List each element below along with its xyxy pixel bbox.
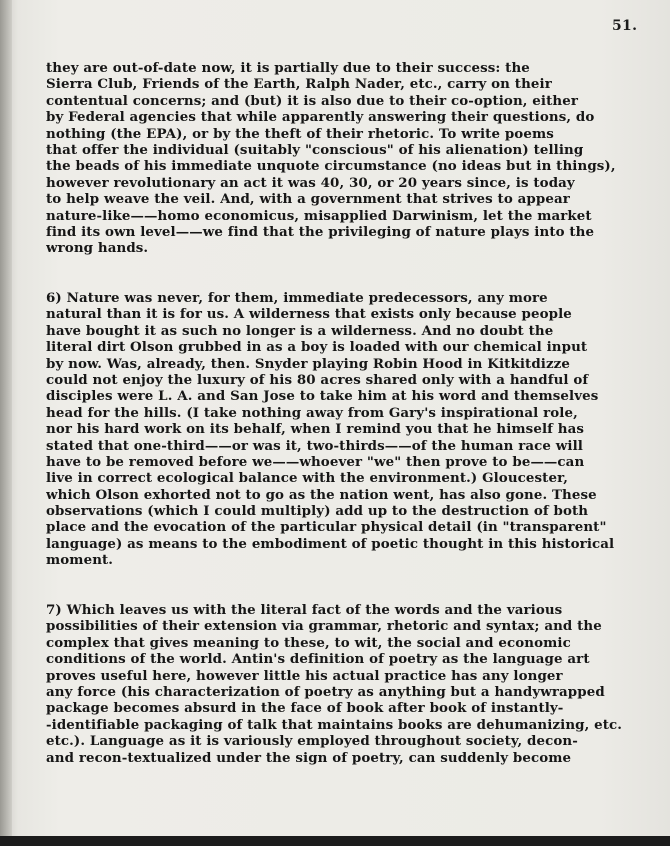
text-line: to help weave the veil. And, with a government that strives to appear	[46, 191, 570, 208]
text-line: find its own level——we find that the privileging of nature plays into the	[46, 223, 595, 240]
text-line: nothing (the EPA), or by the theft of their rhetoric. To write poems	[46, 125, 554, 142]
page-number: 51.	[612, 18, 638, 34]
text-line: contentual concerns; and (but) it is also due to their co-option, either	[46, 92, 579, 109]
text-line: conditions of the world. Antin's definition of poetry as the language art	[46, 651, 590, 668]
text-line: that offer the individual (suitably "conscious" of his alienation) telling	[46, 141, 584, 158]
text-line: 6) Nature was never, for them, immediate predecessors, any more	[46, 290, 548, 306]
text-line: literal dirt Olson grubbed in as a boy is loaded with our chemical input	[46, 339, 588, 356]
text-line: complex that gives meaning to these, to wit, the social and economic	[46, 634, 571, 651]
text-line: language) as means to the embodiment of poetic thought in this historical	[46, 535, 615, 552]
text-line: proves useful here, however little his actual practice has any longer	[46, 667, 563, 684]
text-line: live in correct ecological balance with the environment.) Gloucester,	[46, 470, 569, 487]
text-line: package becomes absurd in the face of book after book of instantly-	[46, 700, 564, 717]
text-line: by Federal agencies that while apparently answering their questions, do	[46, 109, 595, 126]
text-line: have bought it as such no longer is a wilderness. And no doubt the	[46, 322, 554, 339]
text-line: the beads of his immediate unquote circumstance (no ideas but in things),	[46, 158, 616, 175]
text-line: moment.	[46, 552, 114, 569]
text-line: etc.). Language as it is variously employed throughout society, decon-	[46, 733, 578, 750]
text-line: and recon-textualized under the sign of poetry, can suddenly become	[46, 749, 572, 766]
paragraph-7	[46, 602, 658, 766]
paragraph-6	[46, 290, 658, 569]
text-line: disciples were L. A. and San Jose to take him at his word and themselves	[46, 388, 599, 405]
text-line: however revolutionary an act it was 40, 30, or 20 years since, is today	[46, 174, 575, 191]
page-bottom-edge	[0, 836, 670, 846]
text-line: observations (which I could multiply) add up to the destruction of both	[46, 503, 589, 520]
paragraph-1	[46, 60, 658, 257]
text-line: place and the evocation of the particular physical detail (in "transparent"	[46, 519, 607, 536]
text-line: any force (his characterization of poetry as anything but a handywrapped	[46, 683, 605, 700]
text-line: wrong hands.	[46, 240, 149, 257]
text-line: could not enjoy the luxury of his 80 acres shared only with a handful of	[46, 371, 589, 388]
text-line: have to be removed before we——whoever "we" then prove to be——can	[46, 453, 585, 470]
text-line: they are out-of-date now, it is partially due to their success: the	[46, 60, 530, 76]
text-line: head for the hills. (I take nothing away from Gary's inspirational role,	[46, 404, 578, 421]
text-line: natural than it is for us. A wilderness that exists only because people	[46, 306, 572, 323]
text-line: 7) Which leaves us with the literal fact of the words and the various	[46, 602, 563, 618]
text-line: nor his hard work on its behalf, when I remind you that he himself has	[46, 421, 585, 438]
text-line: possibilities of their extension via grammar, rhetoric and syntax; and the	[46, 618, 602, 635]
text-line: -identifiable packaging of talk that maintains books are dehumanizing, etc.	[46, 716, 623, 733]
text-line: which Olson exhorted not to go as the nation went, has also gone. These	[46, 486, 597, 503]
text-line: stated that one-third——or was it, two-thirds——of the human race will	[46, 437, 583, 454]
text-line: Sierra Club, Friends of the Earth, Ralph Nader, etc., carry on their	[46, 76, 552, 93]
book-spine-shadow	[0, 0, 12, 846]
text-line: by now. Was, already, then. Snyder playing Robin Hood in Kitkitdizze	[46, 355, 570, 372]
text-line: nature-like——homo economicus, misapplied Darwinism, let the market	[46, 207, 592, 224]
